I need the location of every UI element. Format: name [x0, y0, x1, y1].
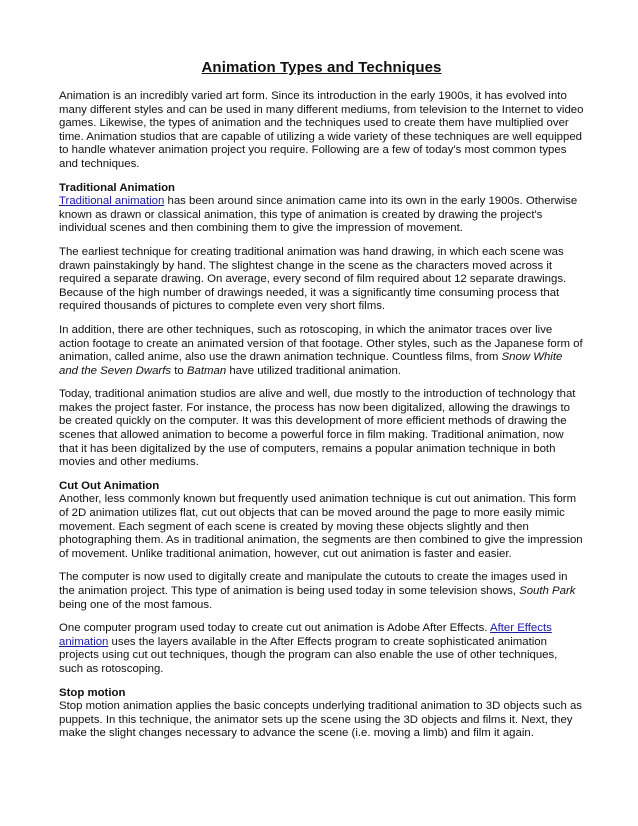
cutout-p3-text-a: One computer program used today to create cut out animation is Adobe After Effects.: [59, 622, 490, 635]
stopmotion-p1-text: Stop motion animation applies the basic concepts underlying traditional animation to 3D objects such as puppets. In this technique, the animator sets up the scene using the 3D objects and films it. Next, they make the slight changes necessary to advance the scene (i.e. moving a limb) and film it again.: [59, 700, 583, 740]
cutout-p3-text-b: uses the layers available in the After Effects program to create sophisticated animation projects using cut out techniques, though the program can also enable the use of other techniques, such as rotoscoping.: [59, 635, 558, 675]
cutout-p2-text-a: The computer is now used to digitally create and manipulate the cutouts to create the images used in the animation project. This type of animation is being used today in some television shows,: [59, 571, 568, 597]
stopmotion-section-p1: [59, 687, 584, 741]
show-title-south-park: South Park: [519, 585, 576, 597]
cutout-section-p1: [59, 480, 584, 562]
page-title: Animation Types and Techniques: [201, 59, 442, 76]
traditional-p3-text-b: to: [171, 364, 187, 377]
traditional-p2: The earliest technique for creating traditional animation was hand drawing, in which each scene was drawn painstakingly by hand. The slightest change in the scene as the characters moved across it required a separate drawing. On average, every second of film required about 12 separate drawings. Because of the high number of drawings needed, it was a significantly time consuming process that required thousands of pictures to complete even very short films.: [59, 245, 567, 313]
traditional-p1-text: has been around since animation came into its own in the early 1900s. Otherwise known as drawn or classical animation, this type of animation is created by drawing the project's individual scenes and then combining them to give the impression of movement.: [59, 195, 578, 235]
film-title-batman: Batman: [186, 364, 227, 377]
traditional-heading: Traditional Animation: [59, 181, 176, 194]
traditional-p3-text-c: have utilized traditional animation.: [226, 364, 401, 377]
traditional-section-p1: [59, 182, 584, 236]
after-effects-animation-link[interactable]: After Effects animation: [59, 622, 552, 648]
traditional-p3: [59, 324, 584, 378]
traditional-p3-text-a: In addition, there are other techniques, such as rotoscoping, in which the animator traces over live action footage to create an animated version of that footage. Other styles, such as the Japanese form of animation, called anime, also use the drawn animation technique. Countless films, from: [59, 323, 583, 364]
intro-paragraph: Animation is an incredibly varied art form. Since its introduction in the early 1900s, it has evolved into many different styles and can be used in many different mediums, from television to the Internet to video games. Likewise, the types of animation and the techniques used to create them have multiplied over time. Animation studios that are capable of utilizing a wide variety of these techniques are well equipped to handle whatever animation project you require. Following are a few of today's most common types and techniques.: [59, 90, 584, 170]
traditional-p4: Today, traditional animation studios are alive and well, due mostly to the introduction of technology that makes the project faster. For instance, the process has now been digitalized, allowing the drawings to be created quickly on the computer. It was this development of more efficient methods of drawing the scenes that allowed animation to become a powerful force in film making. Traditional animation, now that it has been digitalized by the use of computers, remains a popular animation technique in both movies and other mediums.: [59, 388, 576, 469]
cutout-heading: Cut Out Animation: [59, 479, 160, 492]
traditional-animation-link[interactable]: Traditional animation: [59, 195, 165, 208]
cutout-p2: [59, 571, 584, 612]
film-title-snow-white: Snow White and the Seven Dwarfs: [59, 351, 563, 377]
cutout-p2-text-b: being one of the most famous.: [59, 598, 213, 611]
cutout-p1-text: Another, less commonly known but frequently used animation technique is cut out animation. This form of 2D animation utilizes flat, cut out objects that can be moved around the page to more easily mimic movement. Each segment of each scene is created by moving these objects slightly and then photographing them. As in traditional animation, the segments are then combined to give the impression of movement. Unlike traditional animation, however, cut out animation is faster and easier.: [59, 493, 583, 560]
cutout-p3: [59, 622, 584, 676]
stopmotion-heading: Stop motion: [59, 686, 126, 699]
